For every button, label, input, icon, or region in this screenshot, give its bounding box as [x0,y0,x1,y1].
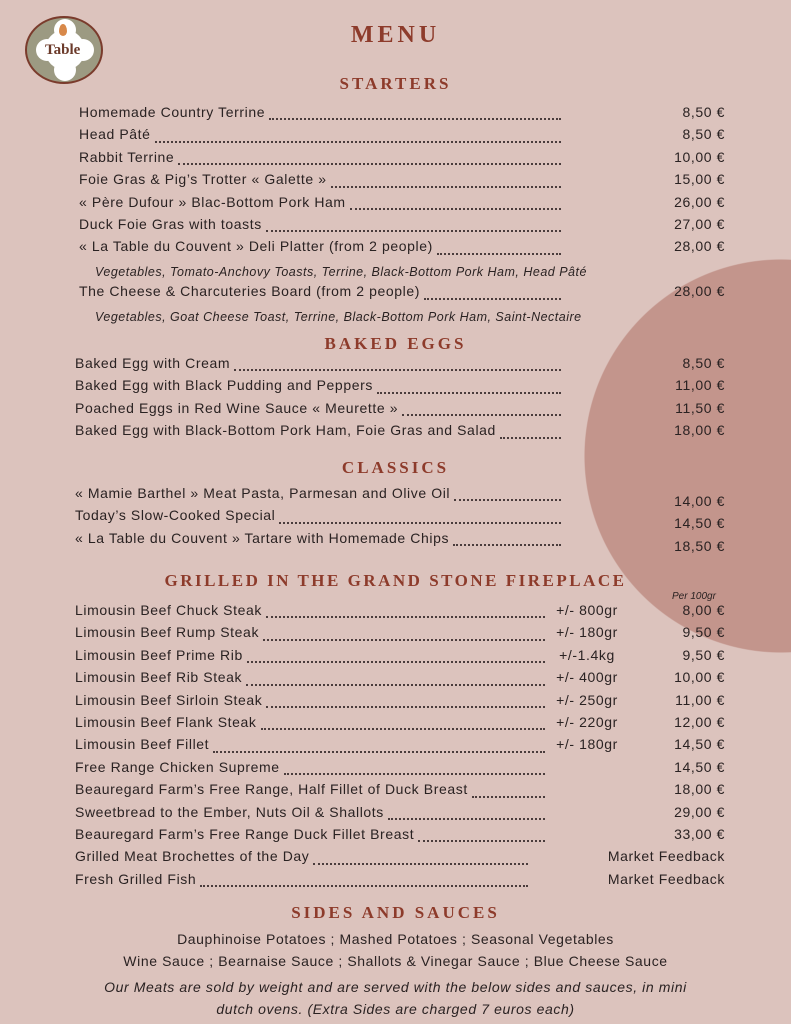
menu-item-price: 27,00 € [674,215,725,232]
dot-leader [213,751,545,753]
menu-item-price: Market Feedback [607,870,725,887]
sides-line: Dauphinoise Potatoes ; Mashed Potatoes ; Seasonal Vegetables [177,931,614,947]
menu-item [79,194,725,216]
dot-leader [313,863,527,865]
menu-item [79,104,725,126]
menu-item-name: Today’s Slow-Cooked Special [75,507,276,524]
menu-item-price: 14,50 € [674,736,725,753]
menu-item [75,736,725,758]
menu-item-name: Limousin Beef Flank Steak [75,713,257,730]
menu-item [75,871,725,893]
menu-item [75,804,725,826]
menu-item [75,647,725,669]
menu-item [79,149,725,171]
menu-item-price: 18,00 € [674,781,725,798]
menu-item-weight: +/-1.4kg [559,646,615,663]
menu-item-weight: +/- 180gr [556,624,618,641]
menu-item-price: 26,00 € [674,193,725,210]
menu-item [75,781,725,803]
menu-item-name: « Mamie Barthel » Meat Pasta, Parmesan and Olive Oil [75,485,451,501]
menu-title: MENU [350,22,441,48]
dot-leader [178,163,561,165]
menu-item-price: 11,50 € [675,399,725,416]
per-100gr-label: Per 100gr [672,591,716,602]
menu-item-name: Beauregard Farm’s Free Range Duck Fillet Breast [75,825,415,842]
menu-item-price: 33,00 € [674,825,725,842]
menu-item [79,216,725,238]
menu-item [75,530,725,552]
menu-item-name: Rabbit Terrine [79,148,175,165]
menu-item-weight: +/- 800gr [556,602,618,618]
dot-leader [266,230,561,232]
menu-item-name: « La Table du Couvent » Deli Platter (from 2 people) [79,238,433,255]
menu-item-weight: +/- 180gr [556,736,618,753]
sauces-line: Wine Sauce ; Bearnaise Sauce ; Shallots & Vinegar Sauce ; Blue Cheese Sauce [123,953,668,969]
dot-leader [402,414,561,416]
menu-item-name: Limousin Beef Fillet [75,736,210,753]
menu-item-price: 8,50 € [682,355,725,371]
dot-leader [472,796,545,798]
menu-item-price: 10,00 € [674,669,725,686]
menu-item [75,826,725,848]
menu-item [79,238,725,260]
dot-leader [453,544,561,546]
dot-leader [377,392,561,394]
menu-item-price: 29,00 € [674,803,725,820]
dot-leader [500,437,561,439]
menu-item-name: Limousin Beef Rib Steak [75,669,243,686]
menu-item [75,485,725,507]
menu-item [75,602,725,624]
menu-item-name: Fresh Grilled Fish [75,870,197,887]
menu-item-price: 8,00 € [682,602,725,618]
menu-item-name: Beauregard Farm’s Free Range, Half Fillet of Duck Breast [75,781,468,798]
classics-heading: CLASSICS [341,458,450,477]
menu-item-price: 12,00 € [674,713,725,730]
dot-leader [200,885,528,887]
menu-item-name: Limousin Beef Rump Steak [75,624,260,641]
menu-item [75,848,725,870]
menu-item-price: 9,50 € [682,624,725,641]
dot-leader [263,639,545,641]
dot-leader [247,661,545,663]
menu-item [79,171,725,193]
sides-heading: SIDES AND SAUCES [291,903,500,922]
menu-item [75,624,725,646]
menu-item-name: Grilled Meat Brochettes of the Day [75,848,310,865]
menu-item-price: 11,00 € [675,691,725,708]
menu-item-name: Foie Gras & Pig’s Trotter « Galette » [79,171,327,188]
menu-item-name: Baked Egg with Cream [75,355,231,371]
menu-item-price: 11,00 € [675,377,725,394]
dot-leader [388,818,545,820]
menu-item-name: Homemade Country Terrine [79,104,266,120]
dot-leader [424,298,561,300]
menu-item [79,283,725,305]
menu-item-price: 14,50 € [674,515,725,532]
dot-leader [284,773,545,775]
menu-item [75,759,725,781]
starters-list [79,104,725,328]
menu-item-name: « La Table du Couvent » Tartare with Homemade Chips [75,529,450,546]
menu-item [75,692,725,714]
grilled-heading: GRILLED IN THE GRAND STONE FIREPLACE [164,571,627,590]
dot-leader [261,728,545,730]
dot-leader [331,186,561,188]
menu-item [75,669,725,691]
menu-item-name: Limousin Beef Prime Rib [75,646,243,663]
menu-item-weight: +/- 250gr [556,691,618,708]
menu-item [75,355,725,377]
menu-item [75,422,725,444]
dot-leader [454,499,561,501]
menu-item-description: Vegetables, Tomato-Anchovy Toasts, Terrine, Black-Bottom Pork Ham, Head Pâté [95,264,587,279]
note-line-2: dutch ovens. (Extra Sides are charged 7 euros each) [216,1001,575,1017]
menu-item-name: Baked Egg with Black-Bottom Pork Ham, Foie Gras and Salad [75,422,496,439]
dot-leader [279,522,561,524]
menu-item-name: Head Pâté [79,126,151,143]
dot-leader [234,369,561,371]
menu-item-name: The Cheese & Charcuteries Board (from 2 people) [79,283,421,300]
dot-leader [437,253,561,255]
menu-item-price: 28,00 € [674,283,725,300]
menu-item-weight: +/- 220gr [556,713,618,730]
menu-item-price: 8,50 € [682,126,725,143]
menu-item [79,126,725,148]
menu-item-name: Sweetbread to the Ember, Nuts Oil & Shallots [75,803,384,820]
menu-item-price: 10,00 € [674,148,725,165]
menu-item [75,400,725,422]
classics-list [75,485,725,552]
menu-item-price: 18,50 € [674,537,725,554]
menu-item-price: 8,50 € [682,104,725,120]
baked-eggs-list [75,355,725,445]
dot-leader [269,118,561,120]
menu-item-name: Limousin Beef Chuck Steak [75,602,262,618]
note-line-1: Our Meats are sold by weight and are served with the below sides and sauces, in mini [104,979,687,995]
dot-leader [155,141,561,143]
menu-item-description: Vegetables, Goat Cheese Toast, Terrine, Black-Bottom Pork Ham, Saint-Nectaire [95,309,582,324]
menu-item-name: « Père Dufour » Blac-Bottom Pork Ham [79,193,346,210]
menu-item-price: Market Feedback [607,848,725,865]
menu-item-name: Poached Eggs in Red Wine Sauce « Meurette » [75,399,399,416]
menu-item-price: 9,50 € [682,646,725,663]
menu-item-price: 14,00 € [674,493,725,509]
menu-item-price: 18,00 € [674,422,725,439]
restaurant-logo: Table [25,16,103,84]
grilled-list [75,602,725,893]
menu-item-name: Limousin Beef Sirloin Steak [75,691,263,708]
dot-leader [418,840,545,842]
dot-leader [350,208,561,210]
starters-heading: STARTERS [339,74,452,93]
menu-item-name: Baked Egg with Black Pudding and Peppers [75,377,373,394]
menu-item [75,507,725,532]
baked-eggs-heading: BAKED EGGS [324,334,467,353]
menu-item-price: 15,00 € [674,171,725,188]
menu-item-name: Free Range Chicken Supreme [75,758,280,775]
menu-item-name: Duck Foie Gras with toasts [79,215,262,232]
dot-leader [266,706,545,708]
menu-item-weight: +/- 400gr [556,669,618,686]
dot-leader [246,684,545,686]
dot-leader [266,616,545,618]
menu-item-price: 14,50 € [674,758,725,775]
menu-item [75,714,725,736]
menu-item [75,377,725,399]
menu-item-price: 28,00 € [674,238,725,255]
